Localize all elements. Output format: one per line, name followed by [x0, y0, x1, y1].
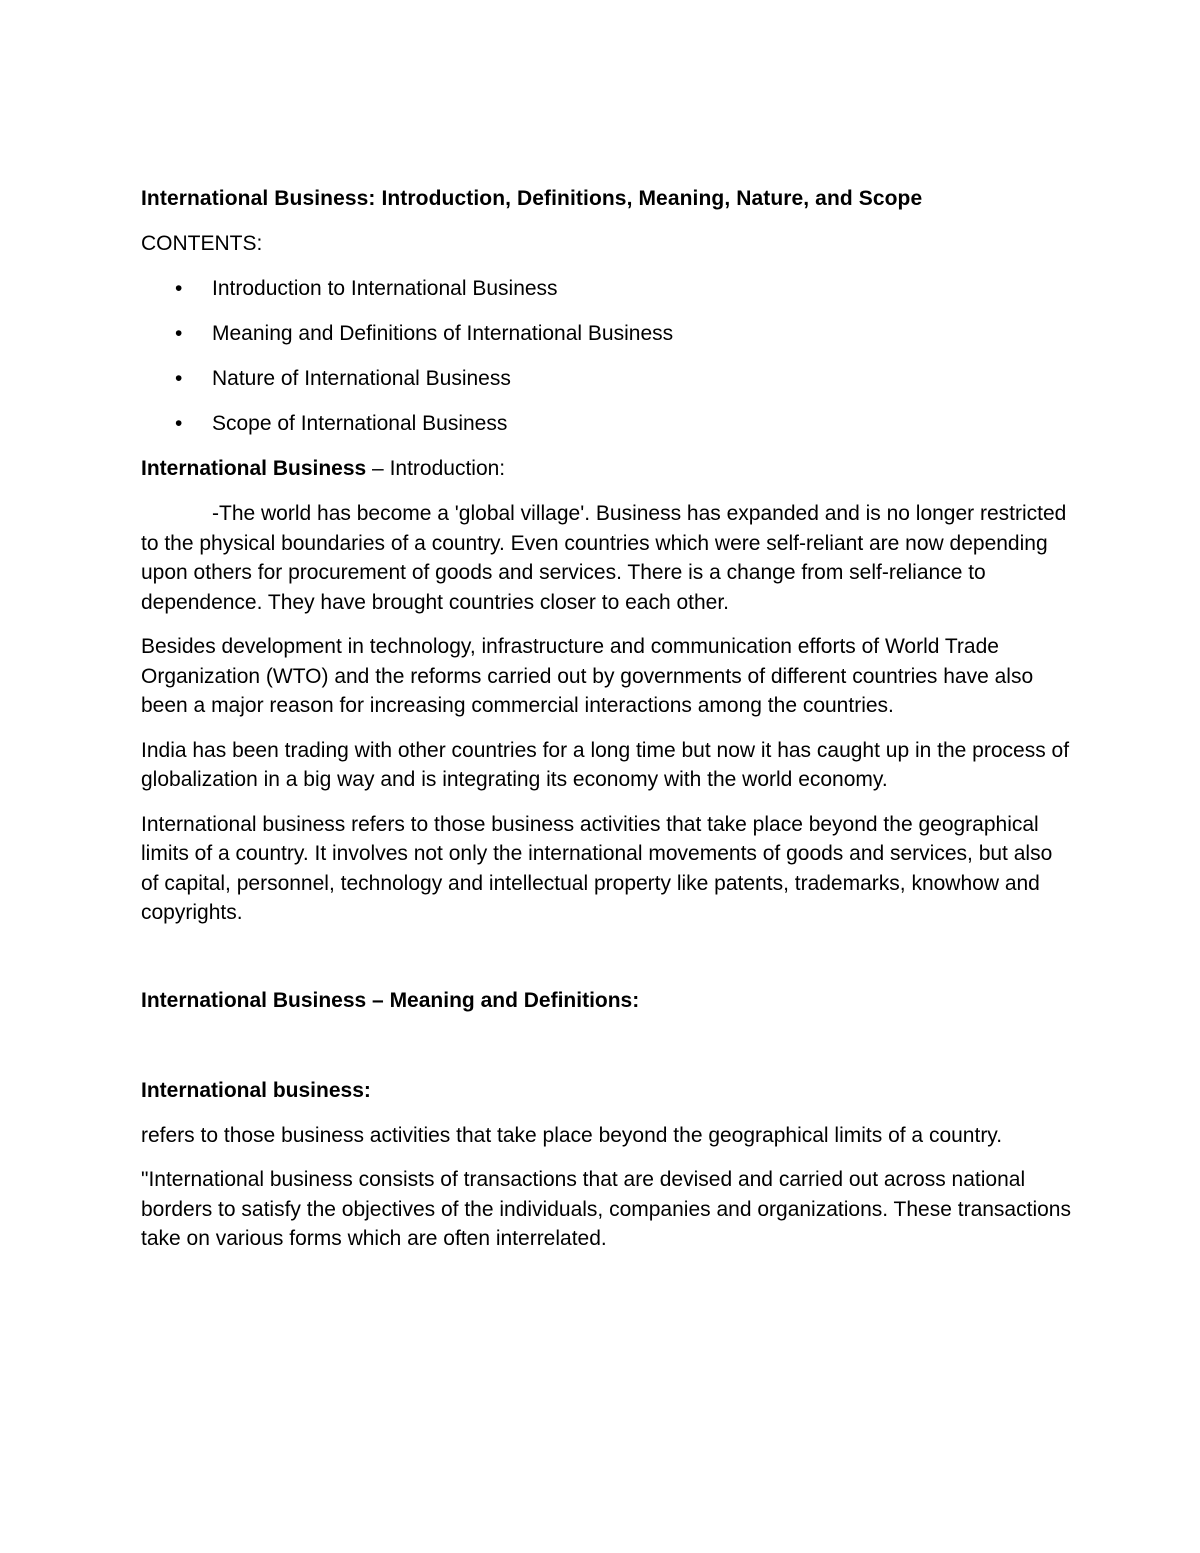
contents-item	[141, 274, 1071, 304]
intro-heading-rest: – Introduction:	[366, 457, 506, 480]
blank-line	[141, 943, 1071, 986]
intro-paragraph: International business refers to those business activities that take place beyond the geographical limits of a country. It involves not only the international movements of goods and services, but also of capital, personnel, technology and intellectual property like patents, trademarks, knowhow and copyrights.	[141, 812, 1053, 924]
contents-item	[141, 409, 1071, 439]
intro-paragraph: India has been trading with other countries for a long time but now it has caught up in the process of globalization in a big way and is integrating its economy with the world economy.	[141, 738, 1070, 791]
contents-item	[141, 319, 1071, 349]
contents-item-label: Introduction to International Business	[212, 277, 558, 300]
intro-paragraph: -The world has become a 'global village'. Business has expanded and is no longer restricted to the physical boundaries of a country. Even countries which were self-reliant are now depending upon others for procurement of goods and services. There is a change from self-reliance to dependence. They have brought countries closer to each other.	[141, 502, 1067, 614]
definition-paragraph: refers to those business activities that take place beyond the geographical limits of a country.	[141, 1123, 1003, 1147]
contents-list	[141, 274, 1071, 439]
contents-item-label: Scope of International Business	[212, 412, 508, 435]
contents-item-label: Meaning and Definitions of International Business	[212, 322, 674, 345]
bullet-icon: •	[175, 277, 183, 300]
bullet-icon: •	[175, 322, 183, 345]
contents-item-label: Nature of International Business	[212, 367, 511, 390]
document-page	[141, 184, 1071, 1269]
document-title: International Business: Introduction, Definitions, Meaning, Nature, and Scope	[141, 187, 923, 210]
definition-paragraph: "International business consists of transactions that are devised and carried out across national borders to satisfy the objectives of the individuals, companies and organizations. These transactions take on various forms which are often interrelated.	[141, 1168, 1071, 1250]
intro-paragraph: Besides development in technology, infrastructure and communication efforts of World Trade Organization (WTO) and the reforms carried out by governments of different countries have also been a major reason for increasing commercial interactions among the countries.	[141, 635, 1034, 717]
meaning-heading: International Business – Meaning and Definitions:	[141, 988, 640, 1012]
intro-heading-bold: International Business	[141, 457, 367, 480]
contents-label: CONTENTS:	[141, 232, 263, 255]
bullet-icon: •	[175, 367, 183, 390]
ib-subheading: International business:	[141, 1078, 371, 1102]
bullet-icon: •	[175, 412, 183, 435]
intro-heading	[141, 454, 1071, 484]
blank-line	[141, 1031, 1071, 1076]
contents-item	[141, 364, 1071, 394]
